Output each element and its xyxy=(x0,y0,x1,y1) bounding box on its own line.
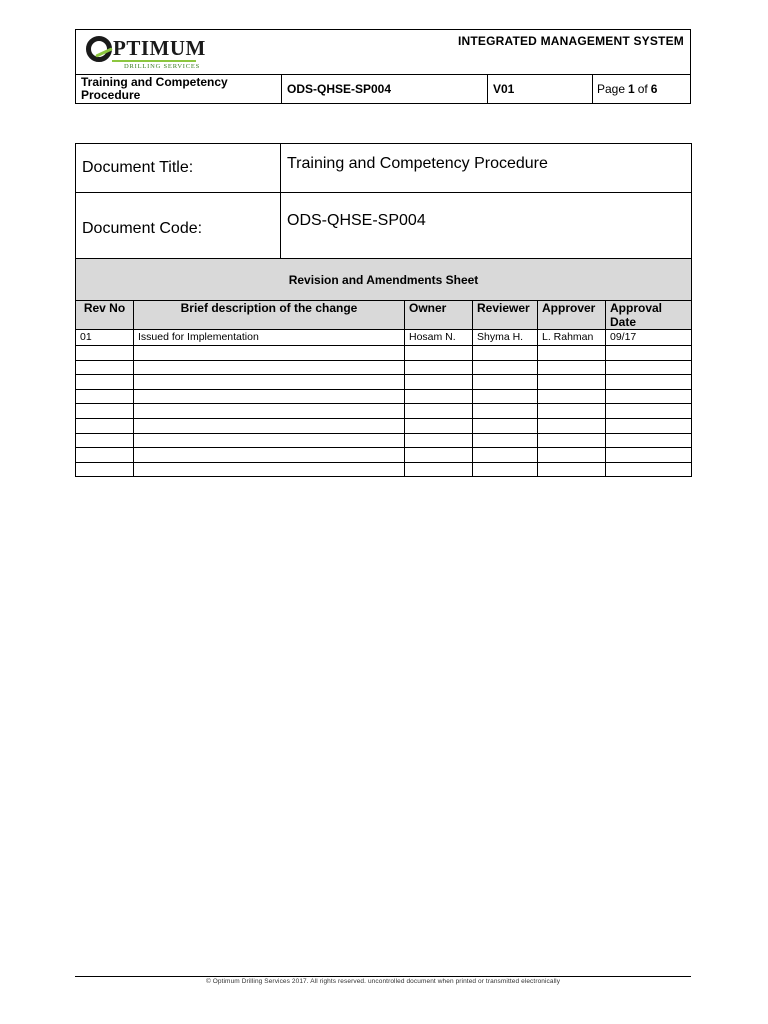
logo-brand-text: PTIMUM xyxy=(113,36,206,60)
table-row xyxy=(76,448,692,463)
table-row xyxy=(76,330,692,346)
cell-approver xyxy=(538,418,606,433)
header-doc-name: Training and Competency Procedure xyxy=(81,75,228,102)
cell-owner xyxy=(405,448,473,463)
document-code-row xyxy=(76,193,692,259)
page-prefix: Page xyxy=(597,82,626,96)
document-title-value: Training and Competency Procedure xyxy=(281,144,692,193)
document-code-label: Document Code: xyxy=(76,193,281,259)
system-title: INTEGRATED MANAGEMENT SYSTEM xyxy=(457,34,684,48)
cell-reviewer xyxy=(473,389,538,404)
cell-owner xyxy=(405,375,473,390)
cell-owner: Hosam N. xyxy=(405,330,473,346)
header-info-row xyxy=(76,74,690,104)
col-header-approver: Approver xyxy=(538,301,606,330)
cell-approval-date xyxy=(606,448,692,463)
cell-reviewer xyxy=(473,433,538,448)
cell-rev-no xyxy=(76,418,134,433)
cell-approver xyxy=(538,375,606,390)
cell-approval-date xyxy=(606,404,692,419)
header-top-row xyxy=(76,30,690,75)
cell-rev-no xyxy=(76,346,134,361)
col-header-approval-date: Approval Date xyxy=(606,301,692,330)
cell-owner xyxy=(405,462,473,477)
revision-table-body xyxy=(76,330,692,477)
company-logo xyxy=(86,35,216,73)
cell-description xyxy=(134,389,405,404)
cell-owner xyxy=(405,346,473,361)
cell-rev-no xyxy=(76,360,134,375)
cell-description: Issued for Implementation xyxy=(134,330,405,346)
col-header-description: Brief description of the change xyxy=(134,301,405,330)
table-row xyxy=(76,433,692,448)
cell-approval-date xyxy=(606,462,692,477)
cell-approval-date xyxy=(606,375,692,390)
cell-approver xyxy=(538,433,606,448)
revision-sheet-heading: Revision and Amendments Sheet xyxy=(76,259,692,301)
table-row xyxy=(76,404,692,419)
table-row xyxy=(76,389,692,404)
page-total: 6 xyxy=(650,82,658,96)
table-row xyxy=(76,346,692,361)
cell-owner xyxy=(405,404,473,419)
cell-rev-no xyxy=(76,433,134,448)
header-doc-code: ODS-QHSE-SP004 xyxy=(281,74,487,104)
logo-green-bar xyxy=(112,60,196,62)
logo-tagline: DRILLING SERVICES xyxy=(124,63,201,70)
cell-approval-date xyxy=(606,360,692,375)
revision-sheet-heading-row xyxy=(76,259,692,301)
cell-approver xyxy=(538,389,606,404)
cell-description xyxy=(134,360,405,375)
cell-owner xyxy=(405,389,473,404)
revision-table-header xyxy=(76,301,692,330)
document-title-label: Document Title: xyxy=(76,144,281,193)
cell-reviewer xyxy=(473,418,538,433)
document-info-table xyxy=(75,143,692,477)
cell-description xyxy=(134,404,405,419)
cell-approval-date: 09/17 xyxy=(606,330,692,346)
cell-rev-no xyxy=(76,375,134,390)
document-code-value: ODS-QHSE-SP004 xyxy=(281,193,692,259)
cell-approver xyxy=(538,360,606,375)
cell-rev-no xyxy=(76,462,134,477)
cell-approver xyxy=(538,462,606,477)
cell-description xyxy=(134,375,405,390)
table-row xyxy=(76,375,692,390)
cell-approval-date xyxy=(606,433,692,448)
col-header-rev-no: Rev No xyxy=(76,301,134,330)
cell-description xyxy=(134,346,405,361)
header-version: V01 xyxy=(487,74,592,104)
cell-rev-no xyxy=(76,389,134,404)
cell-owner xyxy=(405,360,473,375)
cell-reviewer xyxy=(473,375,538,390)
cell-reviewer xyxy=(473,404,538,419)
cell-description xyxy=(134,448,405,463)
footer-copyright: © Optimum Drilling Services 2017. All rights reserved. uncontrolled document when printed or transmitted electronically xyxy=(205,978,561,985)
cell-approval-date xyxy=(606,389,692,404)
col-header-reviewer: Reviewer xyxy=(473,301,538,330)
cell-reviewer xyxy=(473,346,538,361)
cell-approver xyxy=(538,404,606,419)
table-row xyxy=(76,418,692,433)
cell-approver xyxy=(538,346,606,361)
table-row xyxy=(76,360,692,375)
cell-approver xyxy=(538,448,606,463)
cell-description xyxy=(134,462,405,477)
cell-description xyxy=(134,418,405,433)
cell-reviewer: Shyma H. xyxy=(473,330,538,346)
cell-rev-no xyxy=(76,404,134,419)
cell-approval-date xyxy=(606,346,692,361)
document-title-row xyxy=(76,144,692,193)
cell-owner xyxy=(405,418,473,433)
header-page-number xyxy=(592,74,692,104)
logo-ring-icon xyxy=(86,36,112,62)
table-row xyxy=(76,462,692,477)
cell-rev-no xyxy=(76,448,134,463)
cell-reviewer xyxy=(473,448,538,463)
cell-approver: L. Rahman xyxy=(538,330,606,346)
page-current: 1 xyxy=(628,82,635,96)
document-header xyxy=(75,29,691,104)
cell-owner xyxy=(405,433,473,448)
cell-description xyxy=(134,433,405,448)
cell-reviewer xyxy=(473,360,538,375)
page-of: of xyxy=(637,82,648,96)
cell-rev-no: 01 xyxy=(76,330,134,346)
footer-divider xyxy=(75,976,691,977)
cell-approval-date xyxy=(606,418,692,433)
cell-reviewer xyxy=(473,462,538,477)
col-header-owner: Owner xyxy=(405,301,473,330)
